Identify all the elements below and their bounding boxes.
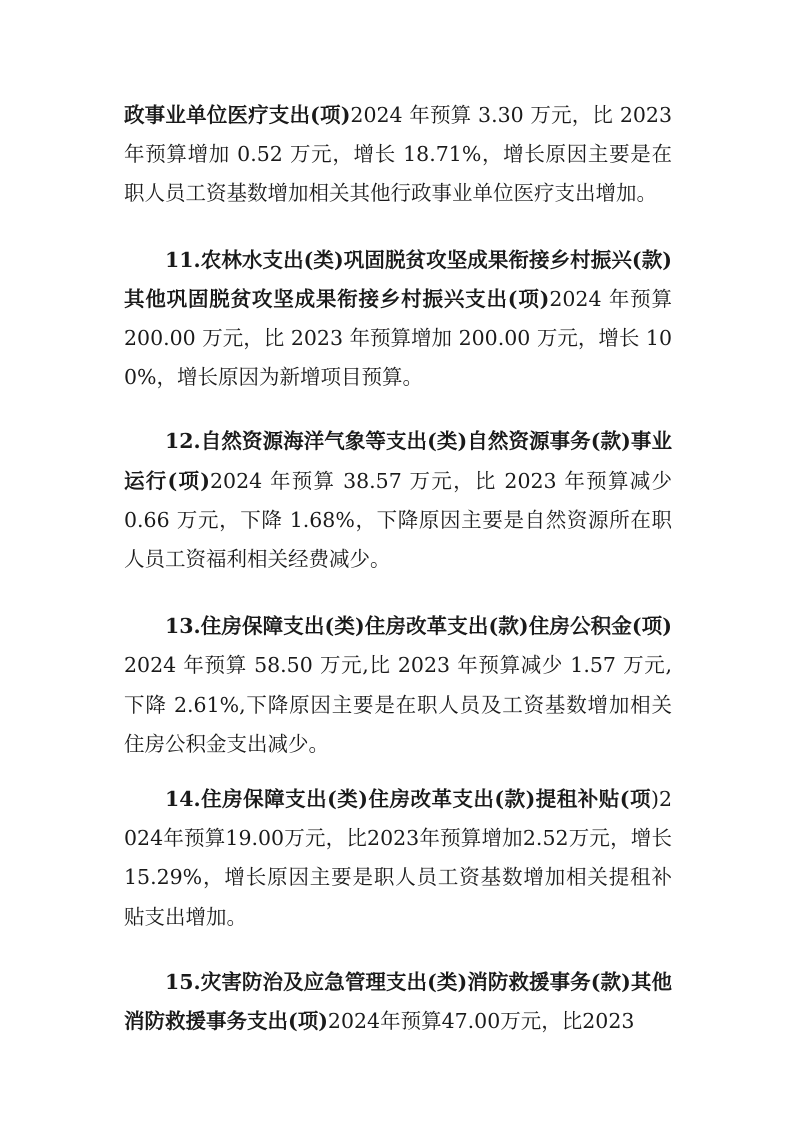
paragraph-heading: 政事业单位医疗支出(项)	[124, 103, 351, 127]
paragraph-item-14	[124, 780, 672, 937]
paragraph-body: 2024 年预算 3.30 万元，比 2023 年预算增加 0.52 万元，增长 18.71%，增长原因主要是在职人员工资基数增加相关其他行政事业单位医疗支出增加。	[124, 103, 672, 206]
paragraph-heading: 15.灾害防治及应急管理支出(类)消防救援事务(款)其他消防救援事务支出(项)	[124, 969, 672, 1034]
paragraph-heading: 13.住房保障支出(类)住房改革支出(款)住房公积金(项)	[165, 614, 672, 639]
paragraph-body: 2024 年预算 200.00 万元，比 2023 年预算增加 200.00 万元，增长 100%，增长原因为新增项目预算。	[124, 286, 672, 390]
paragraph-body: )2024年预算19.00万元，比2023年预算增加2.52万元，增长15.29%，增长原因主要是职人员工资基数增加相关提租补贴支出增加。	[124, 787, 672, 929]
paragraph-body: 2024 年预算 38.57 万元，比 2023 年预算减少 0.66 万元，下降 1.68%，下降原因主要是自然资源所在职人员工资福利相关经费减少。	[124, 468, 672, 572]
paragraph-body: 2024年预算47.00万元，比2023	[327, 1009, 635, 1034]
paragraph-heading: 14.住房保障支出(类)住房改革支出(款)提租补贴(项	[165, 787, 651, 812]
document-page	[124, 96, 672, 1041]
paragraph-item-12	[124, 422, 672, 579]
paragraph-heading: 11.农林水支出(类)巩固脱贫攻坚成果衔接乡村振兴(款)其他巩固脱贫攻坚成果衔接乡村振兴支出(项)	[124, 247, 672, 311]
paragraph-item-11	[124, 241, 672, 398]
paragraph-continued	[124, 96, 672, 214]
paragraph-item-15	[124, 963, 672, 1041]
paragraph-heading: 12.自然资源海洋气象等支出(类)自然资源事务(款)事业运行(项)	[124, 429, 672, 493]
paragraph-item-13	[124, 607, 672, 764]
paragraph-body: 2024 年预算 58.50 万元,比 2023 年预算减少 1.57 万元,下降 2.61%,下降原因主要是在职人员及工资基数增加相关住房公积金支出减少。	[124, 653, 672, 756]
